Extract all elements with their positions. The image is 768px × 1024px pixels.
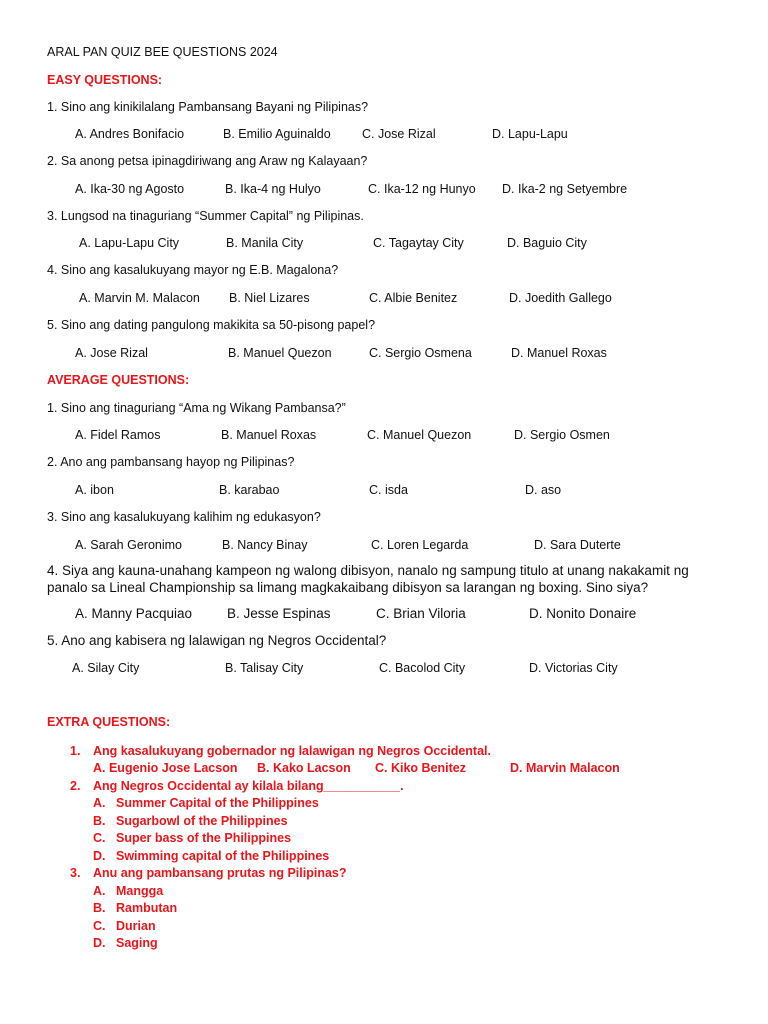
option-letter: A. — [93, 796, 106, 810]
question-text-continued: panalo sa Lineal Championship sa limang magkakaibang dibisyon sa larangan ng boxing. Sino siya? — [47, 580, 649, 595]
option-letter: A. — [93, 884, 106, 898]
option-text: Swimming capital of the Philippines — [116, 849, 330, 863]
option-d: D. Ika-2 ng Setyembre — [502, 182, 628, 196]
option-b: B. Manila City — [226, 236, 304, 250]
option-c: C. Jose Rizal — [362, 127, 436, 141]
option-a: A. ibon — [75, 483, 114, 497]
document-title: ARAL PAN QUIZ BEE QUESTIONS 2024 — [47, 45, 278, 59]
option-b: B. Kako Lacson — [257, 761, 351, 775]
option-a: A. Eugenio Jose Lacson — [93, 761, 238, 775]
question-text: 2. Sa anong petsa ipinagdiriwang ang Araw ng Kalayaan? — [47, 154, 368, 168]
option-a: A. Silay City — [72, 661, 140, 675]
option-b: B. Nancy Binay — [222, 538, 308, 552]
option-c: C. Ika-12 ng Hunyo — [368, 182, 476, 196]
option-c: C. Sergio Osmena — [369, 346, 472, 360]
option-a: A. Marvin M. Malacon — [79, 291, 200, 305]
option-c: C. Loren Legarda — [371, 538, 469, 552]
option-d: D. Manuel Roxas — [511, 346, 607, 360]
option-b: B. karabao — [219, 483, 280, 497]
option-c: C. Manuel Quezon — [367, 428, 472, 442]
option-c: C. isda — [369, 483, 408, 497]
option-a: A. Andres Bonifacio — [75, 127, 185, 141]
option-c: C. Brian Viloria — [376, 606, 466, 621]
question-text: 5. Sino ang dating pangulong makikita sa 50-pisong papel? — [47, 318, 376, 332]
question-text: 1. Sino ang kinikilalang Pambansang Bayani ng Pilipinas? — [47, 100, 369, 114]
option-a: A. Manny Pacquiao — [75, 606, 193, 621]
option-b: B. Talisay City — [225, 661, 304, 675]
question-text: 4. Sino ang kasalukuyang mayor ng E.B. Magalona? — [47, 263, 339, 277]
option-letter: D. — [93, 936, 106, 950]
option-a: A. Jose Rizal — [75, 346, 148, 360]
question-text: 5. Ano ang kabisera ng lalawigan ng Negros Occidental? — [47, 633, 387, 648]
question-text: 3. Lungsod na tinaguriang “Summer Capital” ng Pilipinas. — [47, 209, 364, 223]
option-text: Durian — [116, 919, 156, 933]
option-b: B. Emilio Aguinaldo — [223, 127, 331, 141]
option-text: Sugarbowl of the Philippines — [116, 814, 288, 828]
option-letter: C. — [93, 831, 106, 845]
question-text: 1. Sino ang tinaguriang “Ama ng Wikang Pambansa?” — [47, 401, 346, 415]
easy-heading: EASY QUESTIONS: — [47, 73, 163, 87]
extra-question-number: 1. — [70, 744, 81, 758]
option-a: A. Lapu-Lapu City — [79, 236, 180, 250]
extra-heading: EXTRA QUESTIONS: — [47, 715, 171, 729]
question-text: 2. Ano ang pambansang hayop ng Pilipinas? — [47, 455, 295, 469]
option-d: D. Victorias City — [529, 661, 618, 675]
option-letter: C. — [93, 919, 106, 933]
option-a: A. Sarah Geronimo — [75, 538, 182, 552]
option-d: D. Baguio City — [507, 236, 587, 250]
option-text: Rambutan — [116, 901, 178, 915]
option-d: D. Sergio Osmen — [514, 428, 610, 442]
question-text: 3. Sino ang kasalukuyang kalihim ng edukasyon? — [47, 510, 321, 524]
option-letter: D. — [93, 849, 106, 863]
option-d: D. Sara Duterte — [534, 538, 621, 552]
extra-question-number: 2. — [70, 779, 81, 793]
option-text: Summer Capital of the Philippines — [116, 796, 319, 810]
extra-question-text: Ang kasalukuyang gobernador ng lalawigan ng Negros Occidental. — [93, 744, 491, 758]
option-a: A. Fidel Ramos — [75, 428, 161, 442]
extra-question-text: Anu ang pambansang prutas ng Pilipinas? — [93, 866, 347, 880]
option-letter: B. — [93, 901, 106, 915]
option-d: D. Lapu-Lapu — [492, 127, 568, 141]
option-letter: B. — [93, 814, 106, 828]
extra-question-number: 3. — [70, 866, 81, 880]
option-b: B. Jesse Espinas — [227, 606, 331, 621]
option-c: C. Kiko Benitez — [375, 761, 466, 775]
option-d: D. Joedith Gallego — [509, 291, 612, 305]
average-heading: AVERAGE QUESTIONS: — [47, 373, 190, 387]
option-b: B. Niel Lizares — [229, 291, 310, 305]
extra-question-text: Ang Negros Occidental ay kilala bilang___________. — [93, 779, 404, 793]
option-d: D. aso — [525, 483, 562, 497]
option-c: C. Tagaytay City — [373, 236, 464, 250]
option-d: D. Nonito Donaire — [529, 606, 637, 621]
option-a: A. Ika-30 ng Agosto — [75, 182, 185, 196]
option-text: Super bass of the Philippines — [116, 831, 292, 845]
option-c: C. Bacolod City — [379, 661, 466, 675]
option-b: B. Ika-4 ng Hulyo — [225, 182, 321, 196]
option-b: B. Manuel Roxas — [221, 428, 317, 442]
option-text: Saging — [116, 936, 158, 950]
option-text: Mangga — [116, 884, 164, 898]
option-d: D. Marvin Malacon — [510, 761, 620, 775]
question-text: 4. Siya ang kauna-unahang kampeon ng walong dibisyon, nanalo ng sampung titulo at unang nakakamit ng — [47, 563, 689, 578]
option-b: B. Manuel Quezon — [228, 346, 332, 360]
option-c: C. Albie Benitez — [369, 291, 458, 305]
